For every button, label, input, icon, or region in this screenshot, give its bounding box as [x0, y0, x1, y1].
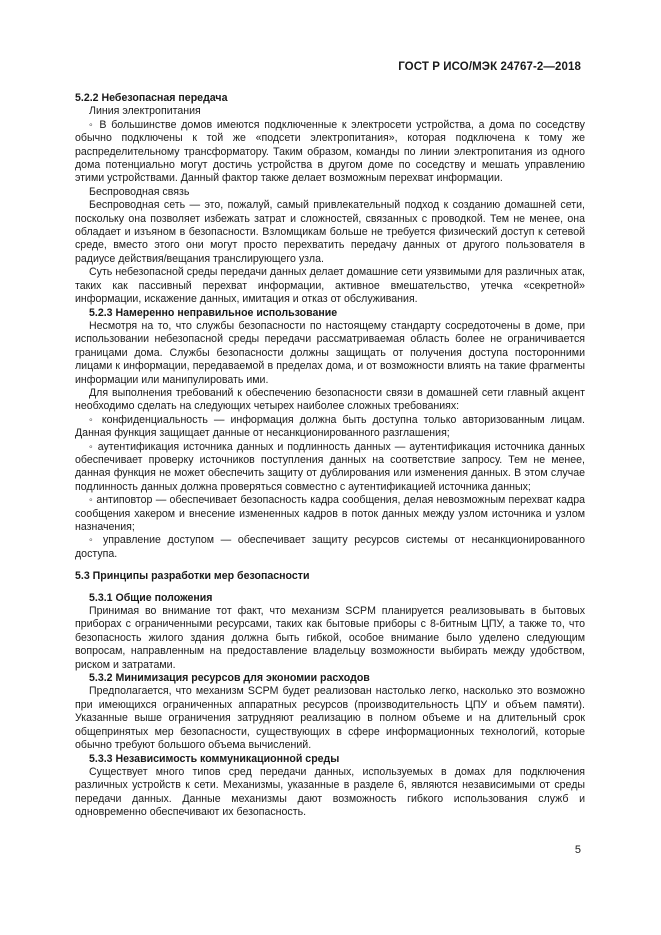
section-title-5-3-2: 5.3.2 Минимизация ресурсов для экономии расходов [89, 672, 370, 685]
list-item-confidentiality [75, 414, 585, 441]
page-number: 5 [574, 844, 581, 856]
document-standard-id: ГОСТ Р ИСО/МЭК 24767-2—2018 [398, 61, 581, 73]
paragraph-general: Принимая во внимание тот факт, что механизм SCPM планируется реализовывать в бытовых приборах с ограниченными ресурсами, таких как бытовые приборы с 8-битным ЦПУ, а также то, что безопасность жилого здания должна быть гибкой, особое внимание было уделено следующим вопросам, направленным на предоставление владельцу возможности выбирать между удобством, риском и затратами. [75, 605, 585, 671]
list-item-access-control [75, 534, 585, 561]
bullet-mark: ◦ [89, 118, 95, 131]
paragraph-power-line [75, 119, 585, 186]
section-title-5-3: 5.3 Принципы разработки мер безопасности [75, 570, 310, 583]
list-item-authentication [75, 441, 585, 495]
subheading-wireless: Беспроводная связь [89, 185, 190, 198]
paragraph-media-independence: Существует много типов сред передачи данных, используемых в домах для подключения различных устройств к сети. Механизмы, указанные в разделе 6, являются независимыми от среды передачи данных. Данные механизмы дают возможность гибкого использования служб и одновременно обеспечивают их безопасность. [75, 765, 585, 819]
section-title-5-3-1: 5.3.1 Общие положения [89, 591, 213, 604]
bullet-mark: ◦ [89, 440, 94, 453]
paragraph-misuse-1: Несмотря на то, что службы безопасности по настоящему стандарту сосредоточены в доме, при использовании небезопасной среды передачи рассматриваемая область более не ограничивается границами дома. Службы безопасности должны защищать от получения доступа посторонними лицами к информации, передаваемой в пределах дома, и от возможности влиять на такие фрагменты информации или манипулировать ими. [75, 319, 585, 386]
paragraph-summary: Суть небезопасной среды передачи данных делает домашние сети уязвимыми для различных атак, таких как пассивный перехват информации, активное вмешательство, утечка «секретной» информации, искажение данных, имитация и отказ от обслуживания. [75, 266, 585, 306]
document-body [75, 92, 585, 820]
section-title-5-2-3: 5.2.3 Намеренно неправильное использование [89, 306, 338, 319]
section-title-5-3-3: 5.3.3 Независимость коммуникационной среды [89, 752, 340, 765]
paragraph-resources: Предполагается, что механизм SCPM будет реализован настолько легко, насколько это возможно при имеющихся ограниченных аппаратных ресурсов (производительность ЦПУ и объем памяти). Указанные выше ограничения затрудняют реализацию в полном объеме и на длительный срок общепринятых мер безопасности, существующих в сфере информационных технологий, которые обычно требуют большого объема вычислений. [75, 685, 585, 752]
subheading-power-line: Линия электропитания [89, 105, 201, 118]
bullet-mark: ◦ [89, 534, 97, 547]
list-item-text: аутентификация источника данных и подлинность данных — аутентификация источника данных обеспечивает проверку источников поступления данных на соответствие запросу. Тем не менее, данная функция не может обеспечить защиту от дублирования или изменения данных. В этом случае подлинность данных должна проверяться совместно с аутентификацией источника данных; [75, 440, 585, 493]
list-item-text: конфиденциальность — информация должна быть доступна только авторизованным лицам. Данная функция защищает данные от несанкционированного разглашения; [75, 413, 585, 440]
section-title-5-2-2: 5.2.2 Небезопасная передача [75, 92, 228, 104]
bullet-mark: ◦ [89, 494, 94, 507]
paragraph-wireless: Беспроводная сеть — это, пожалуй, самый привлекательный подход к созданию домашней сети, поскольку она позволяет избежать затрат и сложностей, связанных с проводкой. Тем не менее, она обладает и изъяном в безопасности. Взломщикам больше не требуется физический доступ к сетевой среде, вместо этого они могут просто перехватить передачу данных от другого пользователя в радиусе действия/вещания транслирующего узла. [75, 199, 585, 265]
list-item-text: управление доступом — обеспечивает защиту ресурсов системы от несанкционированного доступа. [75, 534, 585, 560]
list-item-text: антиповтор — обеспечивает безопасность кадра сообщения, делая невозможным перехват кадра сообщения хакером и внесение измененных кадров в поток данных между узлом источника и узлом назначения; [75, 494, 585, 533]
paragraph-misuse-2: Для выполнения требований к обеспечению безопасности связи в домашней сети главный акцент необходимо сделать на следующих четырех наиболее сложных требованиях: [75, 386, 585, 413]
bullet-mark: ◦ [89, 413, 96, 426]
paragraph-text: В большинстве домов имеются подключенные к электросети устройства, а дома по соседству обычно подключены к той же «подсети электропитания», которая подключена к тому же распределительному трансформатору. Таким образом, команды по линии электропитания из одного дома потенциально могут достичь устройства в другом доме по соседству и мешать управлению этими устройствами. Данный фактор также делает возможным перехват информации. [75, 118, 585, 185]
list-item-antireplay [75, 494, 585, 534]
